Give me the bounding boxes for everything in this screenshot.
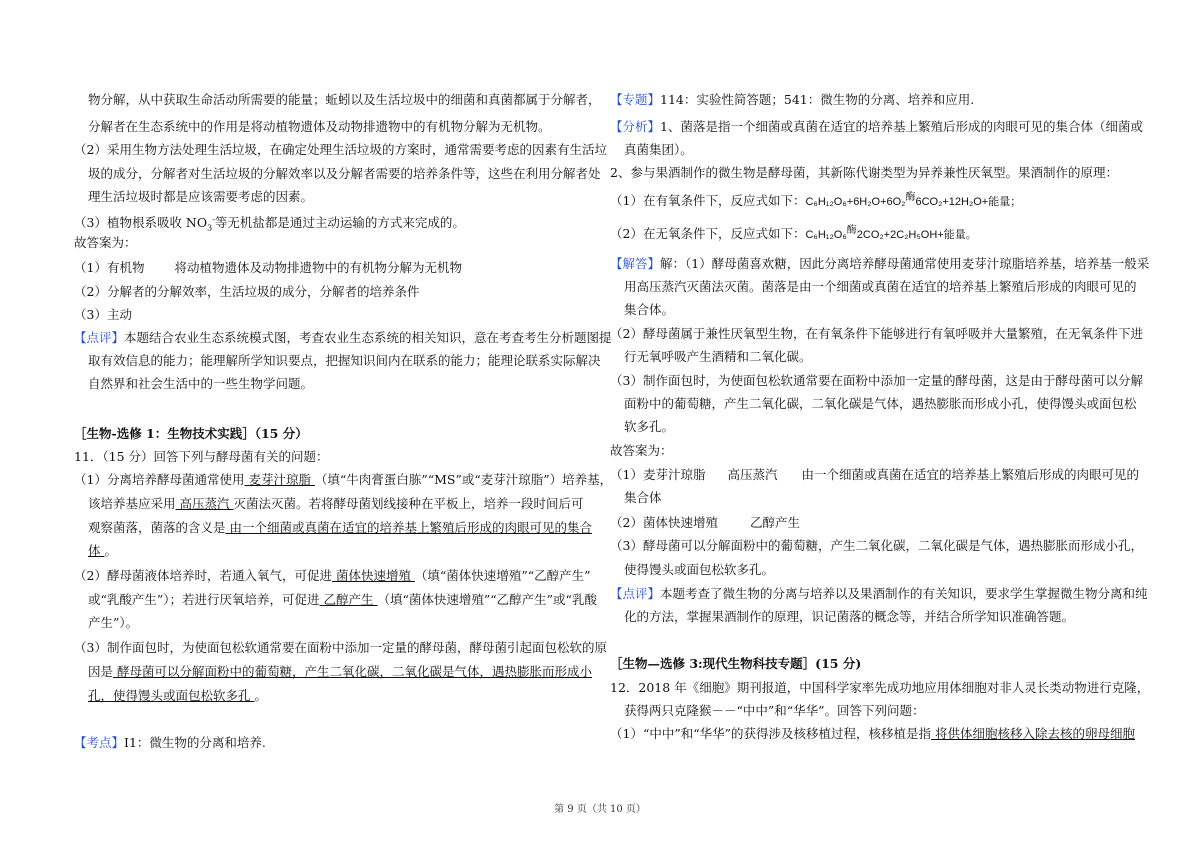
section-heading: ［生物-选修 1：生物技术实践］（15 分） bbox=[74, 426, 308, 441]
equation-products: 6CO₂+12H₂O+能量； bbox=[915, 196, 1022, 208]
text-line: 集合体。 bbox=[624, 302, 675, 317]
equation-reactants: C₆H₁₂O₆ bbox=[805, 229, 847, 241]
text-line: （2）分解者的分解效率，生活垃圾的成分，分解者的培养条件 bbox=[74, 284, 420, 299]
text-line: 集合体 bbox=[624, 490, 662, 505]
text-line: 理生活垃圾时都是应该需要考虑的因素。 bbox=[88, 189, 314, 204]
equation-line: （1）在有氧条件下，反应式如下：C₆H₁₂O₆+6H₂O+6O₂酶6CO₂+12H₂O+能量； bbox=[610, 193, 1021, 211]
answer-blank: 体 bbox=[88, 543, 105, 558]
text-line: 产生”）。 bbox=[88, 615, 139, 630]
answer-blank: 酵母菌可以分解面粉中的葡萄糖，产生二氧化碳，二氧化碳是气体，遇热膨胀而形成小 bbox=[113, 664, 592, 679]
keypoint-line: 【考点】I1：微生物的分离和培养. bbox=[74, 735, 266, 750]
text-line: 观察菌落，菌落的含义是 由一个细菌或真菌在适宜的培养基上繁殖后形成的肉眼可见的集合 bbox=[88, 520, 592, 535]
text-line: （2）酵母菌液体培养时，若通入氧气，可促进 菌体快速增殖 （填“菌体快速增殖”“乙醇产生” bbox=[74, 568, 591, 583]
text-line: 故答案为： bbox=[74, 235, 137, 250]
text-line: （2）菌体快速增殖 乙醇产生 bbox=[610, 515, 800, 530]
equation-reactants: C₆H₁₂O₆+6H₂O+6O₂ bbox=[805, 196, 906, 208]
answer-blank: 孔，使得馒头或面包松软多孔 bbox=[88, 688, 255, 703]
text-line: （3）制作面包时，为使面包松软通常要在面粉中添加一定量的酵母菌，这是由于酵母菌可以分解 bbox=[610, 373, 1143, 388]
solution-line: 【解答】解：（1）酵母菌喜欢糖，因此分离培养酵母菌通常使用麦芽汁琼脂培养基，培养基一般采 bbox=[610, 256, 1150, 271]
text-line: 使得馒头或面包松软多孔。 bbox=[624, 562, 775, 577]
text-line: （1）分离培养酵母菌通常使用 麦芽汁琼脂 （填“牛肉膏蛋白胨”“MS”或“麦芽汁琼脂”）培养基， bbox=[74, 472, 613, 487]
text-line: 行无氧呼吸产生酒精和二氧化碳。 bbox=[624, 349, 812, 364]
text-line: 圾的成分，分解者对生活垃圾的分解效率以及分解者需要的培养条件等，这些在利用分解者处 bbox=[88, 166, 601, 181]
enzyme-arrow: 酶 bbox=[846, 225, 857, 236]
analysis-line: 【分析】1、菌落是指一个细菌或真菌在适宜的培养基上繁殖后形成的肉眼可见的集合体（细菌或 bbox=[610, 119, 1143, 134]
text-line: 孔，使得馒头或面包松软多孔 。 bbox=[88, 688, 267, 703]
text-line: 用高压蒸汽灭菌法灭菌。菌落是由一个细菌或真菌在适宜的培养基上繁殖后形成的肉眼可见的 bbox=[624, 279, 1137, 294]
text-line: 自然界和社会生活中的一些生物学问题。 bbox=[88, 376, 314, 391]
equation-line: （2）在无氧条件下，反应式如下：C₆H₁₂O₆酶2CO₂+2C₂H₅OH+能量。 bbox=[610, 226, 977, 244]
text-line: 分解者在生态系统中的作用是将动植物遗体及动物排遗物中的有机物分解为无机物。 bbox=[88, 119, 551, 134]
text-line: 该培养基应采用 高压蒸汽 灭菌法灭菌。若将酵母菌划线接种在平板上，培养一段时间后可 bbox=[88, 496, 584, 511]
answer-blank: 将供体细胞核移入除去核的卵母细胞 bbox=[931, 726, 1135, 741]
solution-tag: 【解答】 bbox=[610, 256, 661, 271]
page-footer: 第 9 页（共 10 页） bbox=[554, 804, 646, 815]
enzyme-arrow: 酶 bbox=[905, 192, 916, 203]
text-line: 面粉中的葡萄糖，产生二氧化碳，二氧化碳是气体，遇热膨胀而形成小孔，使得馒头或面包松 bbox=[624, 396, 1137, 411]
text-line: （3）主动 bbox=[74, 307, 132, 322]
text-line: 物分解，从中获取生命活动所需要的能量；蚯蚓以及生活垃圾中的细菌和真菌都属于分解者， bbox=[88, 92, 601, 107]
text-line: 取有效信息的能力；能理解所学知识要点，把握知识间内在联系的能力；能理论联系实际解决 bbox=[88, 353, 601, 368]
text-line: 2、参与果酒制作的微生物是酵母菌，其新陈代谢类型为异养兼性厌氧型。果酒制作的原理： bbox=[610, 165, 1118, 180]
text-line: 故答案为： bbox=[610, 443, 673, 458]
equation-products: 2CO₂+2C₂H₅OH+能量。 bbox=[856, 229, 977, 241]
section-heading: ［生物—选修 3:现代生物科技专题］(15 分) bbox=[610, 656, 862, 671]
keypoint-tag: 【考点】 bbox=[74, 735, 125, 750]
text-line: 或“乳酸产生”）；若进行厌氧培养，可促进 乙醇产生 （填“菌体快速增殖”“乙醇产生”或“乳酸 bbox=[88, 592, 597, 607]
text-line: （3）制作面包时，为使面包松软通常要在面粉中添加一定量的酵母菌，酵母菌引起面包松软的原 bbox=[74, 640, 607, 655]
comment-tag: 【点评】 bbox=[610, 586, 661, 601]
text-line: 因是 酵母菌可以分解面粉中的葡萄糖，产生二氧化碳，二氧化碳是气体，遇热膨胀而形成小 bbox=[88, 664, 592, 679]
answer-blank: 乙醇产生 bbox=[319, 592, 378, 607]
text-line: 软多孔。 bbox=[624, 419, 675, 434]
text-line: （3）植物根系吸收 $NO_3^-$等无机盐都是通过主动运输的方式来完成的。 bbox=[74, 215, 465, 233]
text-line: （1）麦芽汁琼脂 高压蒸汽 由一个细菌或真菌在适宜的培养基上繁殖后形成的肉眼可见的 bbox=[610, 467, 1139, 482]
text-line: （1）有机物 将动植物遗体及动物排遗物中的有机物分解为无机物 bbox=[74, 260, 462, 275]
question-title: 11．（15 分）回答下列与酵母菌有关的问题： bbox=[74, 449, 329, 464]
analysis-tag: 【分析】 bbox=[610, 119, 661, 134]
comment-tag: 【点评】 bbox=[74, 330, 125, 345]
text-line: 化的方法，掌握果酒制作的原理，识记菌落的概念等，并结合所学知识准确答题。 bbox=[624, 609, 1075, 624]
text-line: （2）采用生物方法处理生活垃圾，在确定处理生活垃圾的方案时，通常需要考虑的因素有生活垃 bbox=[74, 142, 607, 157]
text-line: 真菌集团）。 bbox=[624, 142, 693, 157]
topic-tag: 【专题】 bbox=[610, 92, 661, 107]
answer-blank: 麦芽汁琼脂 bbox=[244, 472, 315, 487]
text-line: 体 。 bbox=[88, 543, 117, 558]
topic-line: 【专题】114：实验性简答题；541：微生物的分离、培养和应用. bbox=[610, 92, 975, 107]
answer-blank: 由一个细菌或真菌在适宜的培养基上繁殖后形成的肉眼可见的集合 bbox=[225, 520, 592, 535]
comment-line: 【点评】本题结合农业生态系统模式图，考查农业生态系统的相关知识，意在考查考生分析题图提 bbox=[74, 330, 612, 345]
text-line: （1）“中中”和“华华”的获得涉及核移植过程，核移植是指 将供体细胞核移入除去核的卵母细胞 bbox=[610, 726, 1135, 741]
question-title: 12．2018 年《细胞》期刊报道，中国科学家率先成功地应用体细胞对非人灵长类动物进行克隆， bbox=[610, 680, 1150, 695]
text-line: （2）酵母菌属于兼性厌氧型生物，在有氧条件下能够进行有氧呼吸并大量繁殖，在无氧条件下进 bbox=[610, 326, 1143, 341]
answer-blank: 高压蒸汽 bbox=[175, 496, 234, 511]
comment-line: 【点评】本题考查了微生物的分离与培养以及果酒制作的有关知识，要求学生掌握微生物分离和纯 bbox=[610, 586, 1148, 601]
answer-blank: 菌体快速增殖 bbox=[331, 568, 415, 583]
text-line: （3）酵母菌可以分解面粉中的葡萄糖，产生二氧化碳，二氧化碳是气体，遇热膨胀而形成小孔， bbox=[610, 538, 1143, 553]
text-line: 获得两只克隆猴－－“中中”和“华华”。回答下列问题： bbox=[624, 703, 925, 718]
